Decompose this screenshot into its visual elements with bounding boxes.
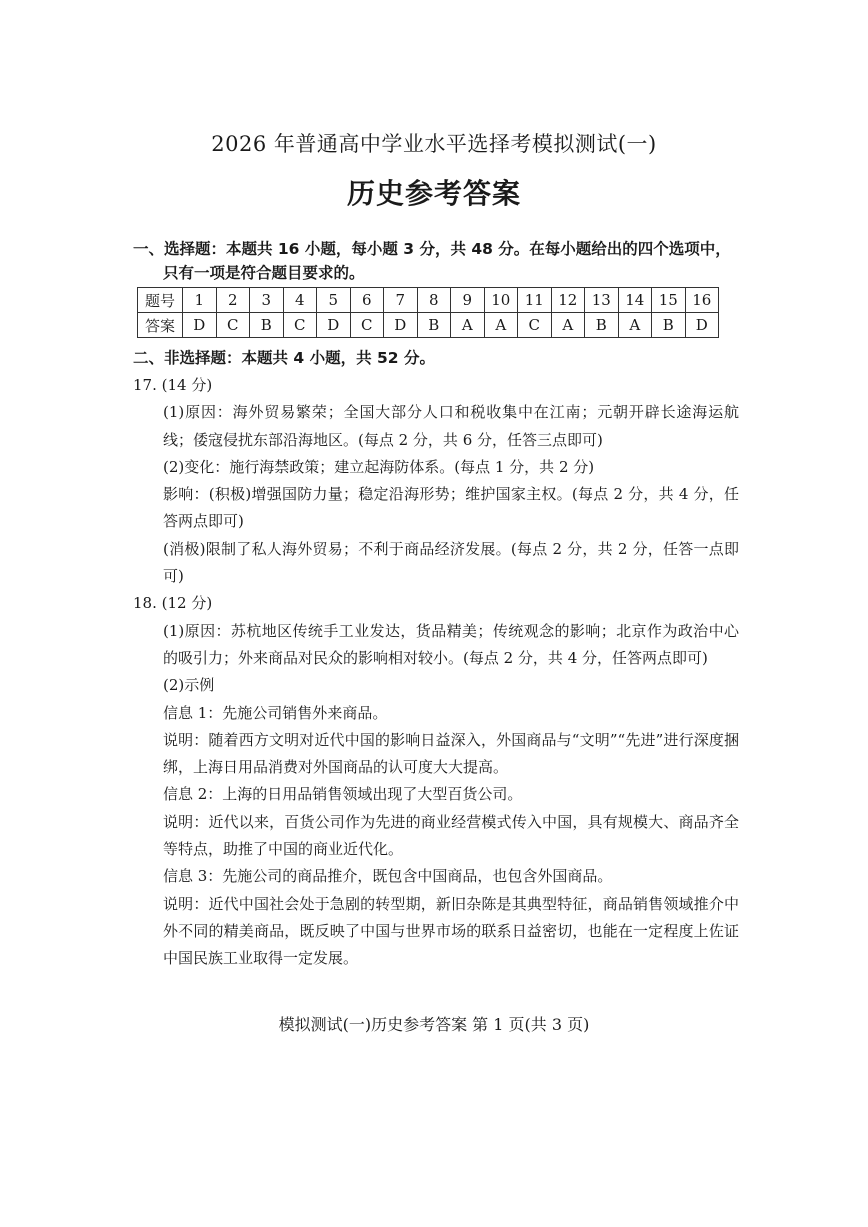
question-number: 7 — [384, 288, 418, 313]
question-number: 13 — [585, 288, 619, 313]
page-subtitle: 历史参考答案 — [346, 177, 521, 210]
answer-cell: A — [451, 313, 485, 338]
question-number: 3 — [250, 288, 284, 313]
q17-part2: (2)变化：施行海禁政策；建立起海防体系。(每点 1 分，共 2 分) — [163, 457, 595, 476]
answer-cell: B — [652, 313, 686, 338]
question-number: 12 — [551, 288, 585, 313]
question-number: 2 — [216, 288, 250, 313]
question-number: 5 — [317, 288, 351, 313]
answer-cell: B — [417, 313, 451, 338]
answer-cell: D — [317, 313, 351, 338]
answer-cell: D — [384, 313, 418, 338]
question-number: 16 — [685, 288, 719, 313]
answer-cell: A — [618, 313, 652, 338]
answer-cell: C — [518, 313, 552, 338]
section-1-line1: 一、选择题：本题共 16 小题，每小题 3 分，共 48 分。在每小题给出的四个选项中， — [133, 240, 731, 258]
q18-part2-heading: (2)示例 — [163, 676, 215, 695]
q18-info-3: 信息 3：先施公司的商品推介，既包含中国商品，也包含外国商品。 — [163, 867, 613, 886]
q18-note-1: 说明：随着西方文明对近代中国的影响日益深入，外国商品与“文明”“先进”进行深度捆绑，上海日用品消费对外国商品的认可度大大提高。 — [163, 730, 739, 777]
question-number: 6 — [350, 288, 384, 313]
question-number: 14 — [618, 288, 652, 313]
q18-part1: (1)原因：苏杭地区传统手工业发达，货品精美；传统观念的影响；北京作为政治中心的吸引力；外来商品对民众的影响相对较小。(每点 2 分，共 4 分，任答两点即可) — [163, 621, 739, 667]
question-number: 4 — [283, 288, 317, 313]
answer-cell: C — [216, 313, 250, 338]
question-number: 8 — [417, 288, 451, 313]
answer-cell: C — [350, 313, 384, 338]
answer-cell: A — [484, 313, 518, 338]
question-18-label: 18. (12 分) — [133, 594, 213, 613]
page-title: 2026 年普通高中学业水平选择考模拟测试(一) — [211, 132, 657, 156]
question-number: 1 — [183, 288, 217, 313]
q18-info-1: 信息 1：先施公司销售外来商品。 — [163, 703, 388, 722]
row-label-answer: 答案 — [138, 313, 183, 338]
section-2-heading: 二、非选择题：本题共 4 小题，共 52 分。 — [133, 349, 435, 367]
answer-cell: D — [183, 313, 217, 338]
q17-part1: (1)原因：海外贸易繁荣；全国大部分人口和税收集中在江南；元朝开辟长途海运航线；倭寇侵扰东部沿海地区。(每点 2 分，共 6 分，任答三点即可) — [163, 403, 739, 449]
question-number: 10 — [484, 288, 518, 313]
answer-cell: D — [685, 313, 719, 338]
page-footer: 模拟测试(一)历史参考答案 第 1 页(共 3 页) — [278, 1015, 590, 1034]
answer-cell: B — [250, 313, 284, 338]
question-number: 9 — [451, 288, 485, 313]
q17-impact-negative: (消极)限制了私人海外贸易；不利于商品经济发展。(每点 2 分，共 2 分，任答一点即可) — [163, 539, 739, 586]
answer-cell: A — [551, 313, 585, 338]
table-row-answers — [138, 313, 719, 338]
section-1-heading — [133, 237, 733, 285]
table-row-numbers — [138, 288, 719, 313]
question-17-label: 17. (14 分) — [133, 376, 213, 394]
q18-note-3: 说明：近代中国社会处于急剧的转型期，新旧杂陈是其典型特征，商品销售领域推介中外不同的精美商品，既反映了中国与世界市场的联系日益密切，也能在一定程度上佐证中国民族工业取得一定发展。 — [163, 894, 739, 968]
question-number: 11 — [518, 288, 552, 313]
q18-note-2: 说明：近代以来，百货公司作为先进的商业经营模式传入中国，具有规模大、商品齐全等特点，助推了中国的商业近代化。 — [163, 812, 739, 859]
answer-body — [133, 372, 739, 973]
q17-impact-positive: 影响：(积极)增强国防力量；稳定沿海形势；维护国家主权。(每点 2 分，共 4 分，任答两点即可) — [163, 485, 739, 531]
row-label-number: 题号 — [138, 288, 183, 313]
answer-table — [137, 287, 719, 338]
question-number: 15 — [652, 288, 686, 313]
answer-cell: B — [585, 313, 619, 338]
answer-cell: C — [283, 313, 317, 338]
section-1-line2: 只有一项是符合题目要求的。 — [163, 264, 365, 282]
q18-info-2: 信息 2：上海的日用品销售领域出现了大型百货公司。 — [163, 785, 523, 804]
